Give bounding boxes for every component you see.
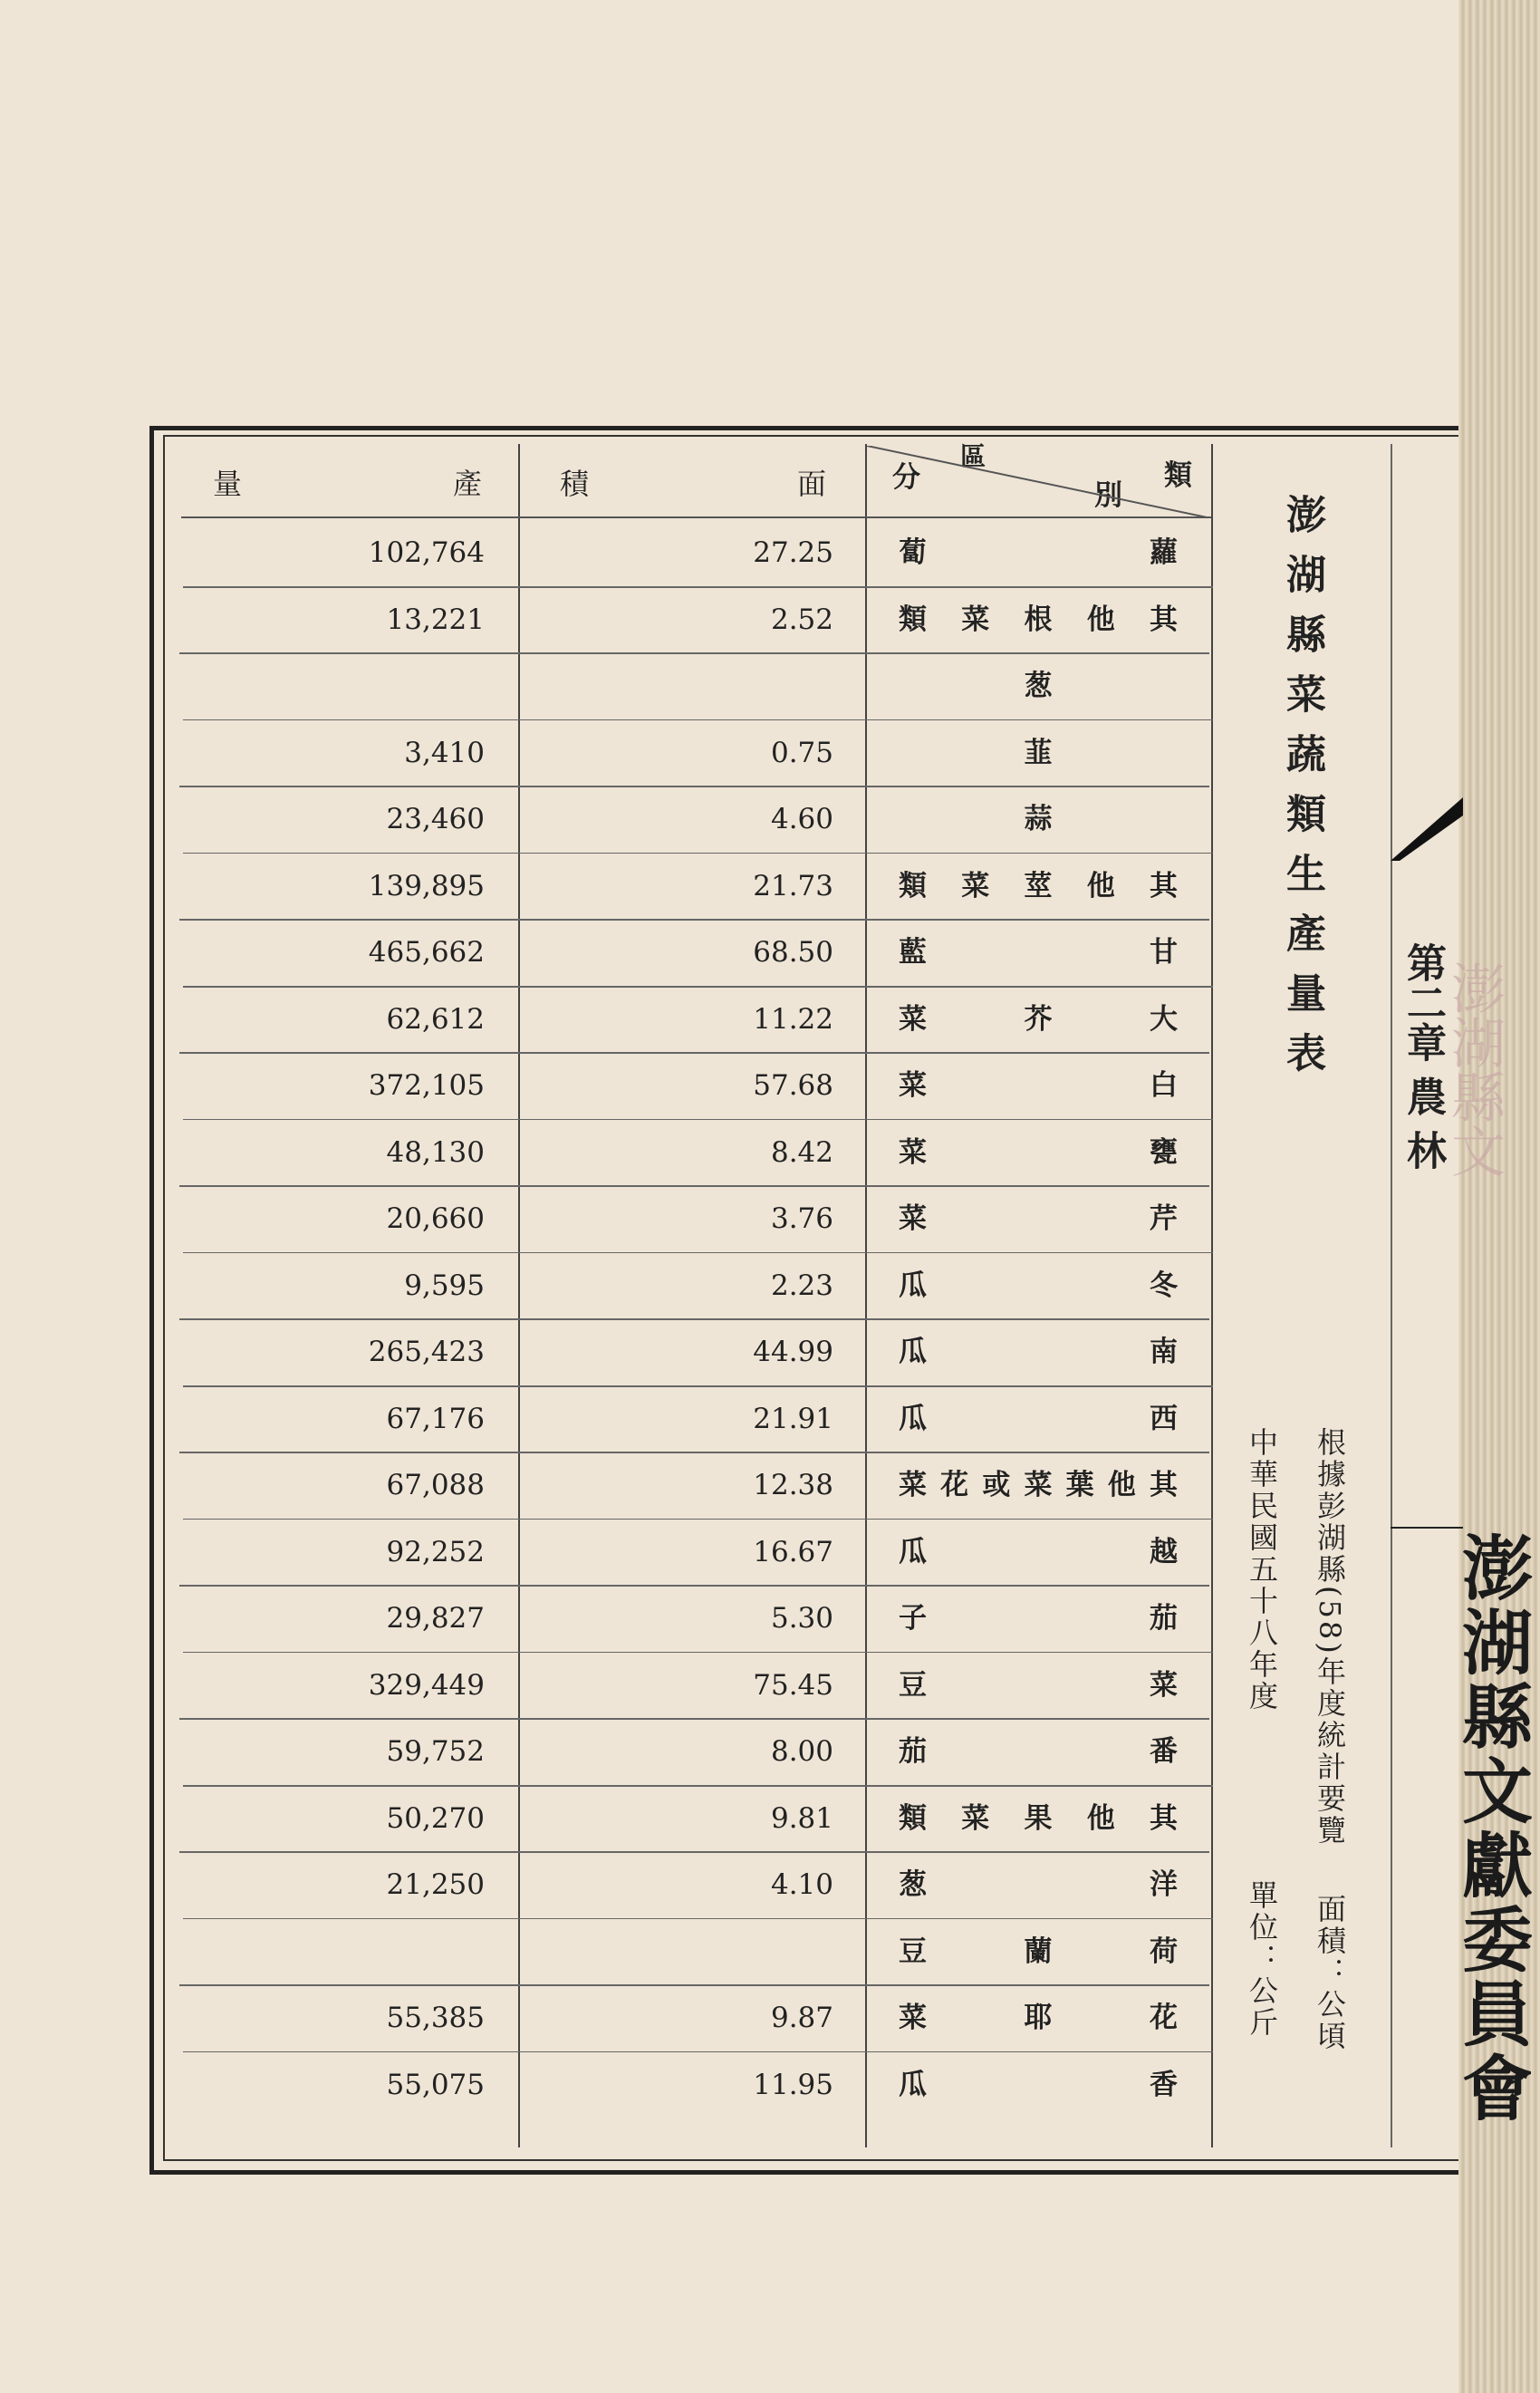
area-value: 44.99	[753, 1336, 833, 1368]
area-value: 8.00	[770, 1735, 833, 1768]
category-label: 花 耶 菜	[899, 2002, 1178, 2034]
area-value: 2.52	[770, 603, 833, 636]
row-rule	[179, 1851, 1209, 1853]
row-rule	[183, 1519, 1213, 1520]
category-label: 冬 瓜	[899, 1269, 1178, 1302]
output-value: 62,612	[386, 1002, 485, 1036]
category-cell	[899, 2004, 1178, 2037]
output-value: 139,895	[368, 869, 485, 902]
output-value: 265,423	[368, 1336, 485, 1368]
category-cell	[899, 1935, 1178, 1971]
output-value: 50,270	[386, 1801, 485, 1835]
category-cell	[899, 803, 1178, 838]
area-value: 11.95	[753, 2068, 833, 2101]
row-rule	[183, 1918, 1213, 1920]
category-label: 洋 葱	[899, 1868, 1178, 1901]
category-cell	[899, 1668, 1178, 1704]
header-category-left: 分	[892, 461, 920, 494]
header-output-right: 產	[453, 467, 483, 501]
category-label: 甕 菜	[899, 1135, 1178, 1169]
category-cell	[899, 1402, 1178, 1438]
row-rule	[179, 652, 1209, 654]
output-value: 3,410	[404, 736, 485, 769]
category-label: 其 他 莖 菜 類	[899, 869, 1178, 902]
output-value: 67,176	[386, 1402, 485, 1435]
category-cell	[899, 1535, 1178, 1571]
row-rule	[183, 986, 1213, 988]
category-label: 芹 菜	[899, 1202, 1178, 1235]
header-output-left: 量	[213, 467, 243, 501]
category-cell	[899, 869, 1178, 905]
output-value: 55,075	[386, 2068, 485, 2101]
header-area-left: 積	[560, 467, 590, 501]
area-value: 0.75	[770, 736, 833, 769]
row-rule	[183, 853, 1213, 854]
source-note: 根據彭湖縣(58)年度統計要覽	[1313, 1427, 1347, 1847]
output-value: 67,088	[386, 1469, 485, 1501]
output-value: 92,252	[386, 1535, 485, 1568]
row-rule	[183, 1785, 1213, 1787]
row-rule	[179, 1984, 1209, 1986]
area-value: 21.91	[753, 1402, 833, 1435]
area-value: 16.67	[753, 1535, 833, 1568]
header-category-bottom: 別	[1094, 479, 1122, 512]
area-value: 8.42	[770, 1135, 833, 1169]
category-cell	[899, 1202, 1178, 1238]
category-label: 其 他 根 菜 類	[899, 603, 1178, 636]
area-value: 4.10	[770, 1868, 833, 1901]
category-label: 香 瓜	[899, 2068, 1178, 2101]
output-value: 9,595	[404, 1269, 485, 1302]
output-value: 55,385	[386, 2002, 485, 2034]
area-value: 75.45	[753, 1668, 833, 1702]
category-label: 白 菜	[899, 1069, 1178, 1102]
header-diagonal-line	[867, 441, 1211, 518]
output-value: 102,764	[368, 536, 485, 569]
output-value: 329,449	[368, 1668, 485, 1702]
output-value: 23,460	[386, 803, 485, 835]
category-cell	[899, 536, 1178, 572]
category-cell	[899, 1469, 1178, 1504]
category-cell	[899, 1135, 1178, 1172]
row-rule	[183, 1252, 1213, 1254]
area-value: 12.38	[753, 1469, 833, 1501]
chapter-rule	[1391, 1527, 1463, 1529]
output-value: 59,752	[386, 1735, 485, 1768]
row-rule	[183, 2051, 1213, 2053]
category-cell	[899, 1735, 1178, 1771]
row-rule	[183, 586, 1213, 588]
header-category-mid: 區	[960, 441, 987, 471]
output-value: 20,660	[386, 1202, 485, 1235]
area-value: 2.23	[770, 1269, 833, 1302]
row-rule	[179, 1585, 1209, 1587]
row-rule	[179, 1318, 1209, 1320]
category-cell	[899, 2068, 1178, 2104]
category-label: 番 茄	[899, 1735, 1178, 1768]
category-label: 西 瓜	[899, 1402, 1178, 1435]
area-value: 11.22	[753, 1002, 833, 1036]
category-cell	[899, 1801, 1178, 1838]
row-rule	[179, 1052, 1209, 1054]
category-label: 越 瓜	[899, 1535, 1178, 1568]
area-value: 9.87	[770, 2002, 833, 2034]
category-label: 葱	[1024, 670, 1053, 702]
row-rule	[179, 919, 1209, 921]
area-value: 9.81	[770, 1801, 833, 1835]
row-rule	[183, 1385, 1213, 1387]
category-cell	[899, 1338, 1178, 1371]
category-cell	[899, 1868, 1178, 1904]
area-value: 27.25	[753, 536, 833, 569]
header-category-top: 類	[1164, 459, 1192, 492]
bleed-through-text: 澎湖縣文	[1442, 960, 1506, 1178]
area-value: 5.30	[770, 1602, 833, 1635]
chapter-heading: 第二章 農 林	[1400, 942, 1446, 1170]
chapter-tab-marker	[1391, 797, 1463, 861]
output-value: 13,221	[386, 603, 485, 636]
period-note: 中華民國五十八年度	[1245, 1427, 1279, 1713]
category-label: 甘 藍	[899, 936, 1178, 969]
row-rule	[179, 786, 1209, 787]
category-cell	[899, 1069, 1178, 1105]
output-value: 372,105	[368, 1069, 485, 1102]
category-cell	[899, 1269, 1178, 1305]
area-value: 3.76	[770, 1202, 833, 1235]
column-divider	[518, 444, 520, 2147]
category-label: 其 他 葉 菜 或 花 菜	[899, 1469, 1178, 1501]
column-divider	[865, 444, 867, 2147]
category-cell	[899, 603, 1178, 639]
category-label: 蘿 蔔	[899, 536, 1178, 569]
row-rule	[179, 1185, 1209, 1187]
category-label: 南 瓜	[899, 1336, 1178, 1368]
output-value: 465,662	[368, 936, 485, 969]
output-value: 29,827	[386, 1602, 485, 1635]
category-label: 蒜	[1024, 803, 1053, 835]
row-rule	[179, 1718, 1209, 1720]
row-rule	[183, 1119, 1213, 1121]
column-divider	[1211, 444, 1213, 2147]
category-label: 其 他 果 菜 類	[899, 1801, 1178, 1835]
category-label: 韮	[1024, 736, 1053, 769]
row-rule	[179, 1452, 1209, 1453]
area-value: 57.68	[753, 1069, 833, 1102]
header-area-right: 面	[797, 467, 827, 501]
category-cell	[899, 936, 1178, 971]
output-value: 48,130	[386, 1135, 485, 1169]
row-rule	[183, 719, 1213, 721]
row-rule	[183, 1652, 1213, 1654]
spine-publisher-text: 澎湖縣文獻委員會	[1450, 1531, 1533, 2126]
page-title: 澎湖縣菜蔬類生產量表	[1279, 494, 1325, 1092]
output-unit-note: 單位：公斤	[1245, 1880, 1279, 2039]
category-cell	[899, 1002, 1178, 1038]
header-rule	[181, 516, 1211, 518]
category-label: 菜 豆	[899, 1668, 1178, 1702]
area-value: 4.60	[770, 803, 833, 835]
category-cell	[899, 736, 1178, 772]
area-unit-note: 面積：公頃	[1313, 1894, 1347, 2052]
category-cell	[899, 1602, 1178, 1637]
area-value: 68.50	[753, 936, 833, 969]
title-column-divider	[1391, 444, 1392, 2147]
area-value: 21.73	[753, 869, 833, 902]
output-value: 21,250	[386, 1868, 485, 1901]
category-cell	[899, 672, 1178, 705]
category-label: 大 芥 菜	[899, 1002, 1178, 1036]
category-label: 荷 蘭 豆	[899, 1935, 1178, 1968]
category-label: 茄 子	[899, 1602, 1178, 1635]
